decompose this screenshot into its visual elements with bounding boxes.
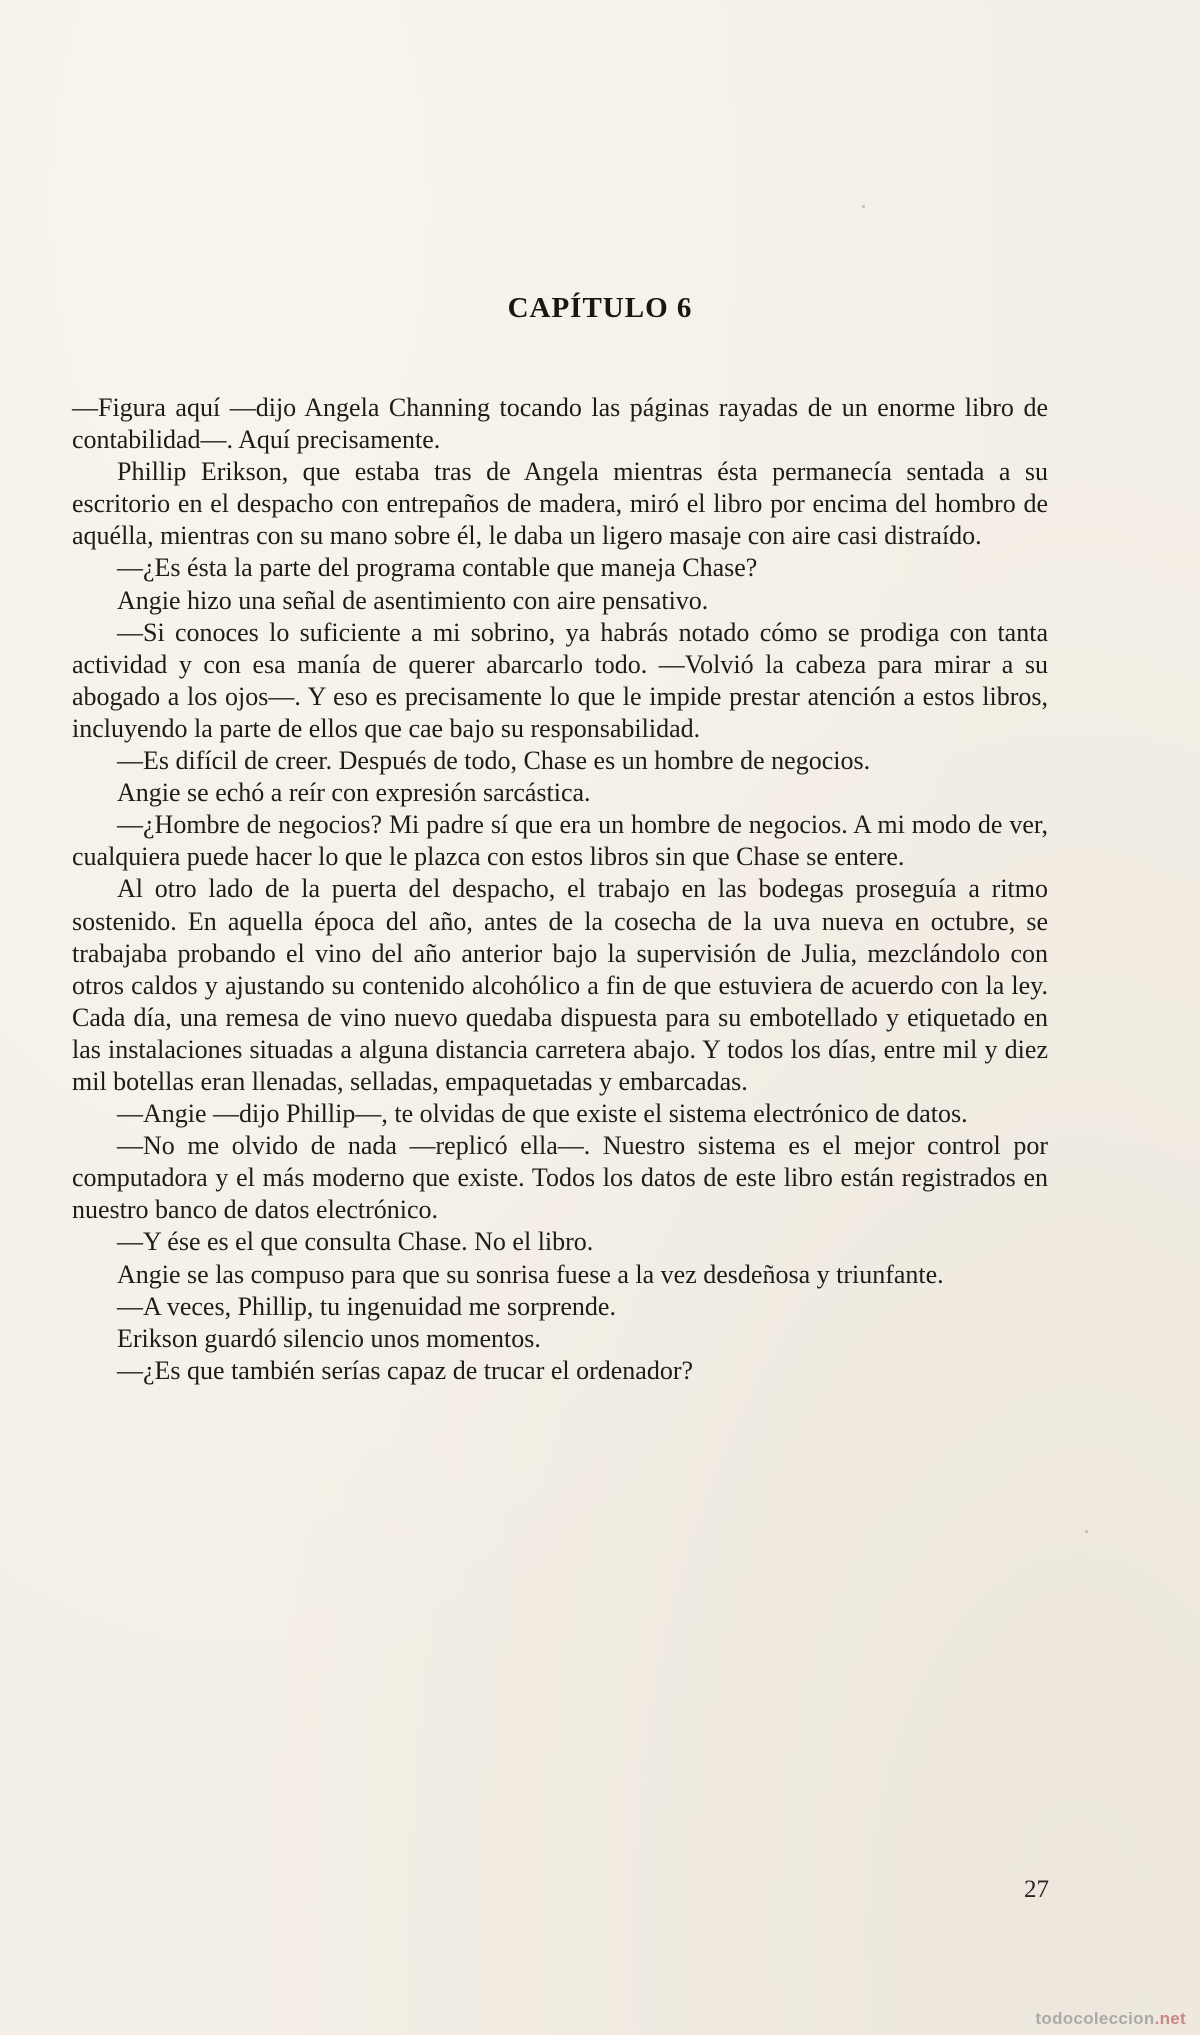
watermark-suffix: .net <box>1154 2009 1186 2028</box>
paragraph: Al otro lado de la puerta del despacho, el trabajo en las bodegas proseguía a ritmo sostenido. En aquella época del año, antes de la cosecha de la uva nueva en octubre, se trabajaba probando el vino del año anterior bajo la supervisión de Julia, mezclándolo con otros caldos y ajustando su contenido alcohólico a fin de que estuviera de acuerdo con la ley. Cada día, una remesa de vino nuevo quedaba dispuesta para su embotellado y etiquetado en las instalaciones situadas a alguna distancia carretera abajo. Y todos los días, entre mil y diez mil botellas eran llenadas, selladas, empaquetadas y embarcadas. <box>72 874 1048 1096</box>
watermark-prefix: todocoleccion <box>1035 2009 1155 2028</box>
paragraph: Angie hizo una señal de asentimiento con aire pensativo. <box>117 585 709 615</box>
paragraph: —No me olvido de nada —replicó ella—. Nuestro sistema es el mejor control por computadora y el más moderno que existe. Todos los datos de este libro están registrados en nuestro banco de datos electrónico. <box>72 1131 1048 1225</box>
paragraph: —¿Es que también serías capaz de trucar el ordenador? <box>117 1355 694 1385</box>
paragraph: —Y ése es el que consulta Chase. No el libro. <box>117 1227 594 1257</box>
paragraph: —¿Hombre de negocios? Mi padre sí que era un hombre de negocios. A mi modo de ver, cualquiera puede hacer lo que le plazca con estos libros sin que Chase se entere. <box>72 810 1048 872</box>
paragraph: Angie se las compuso para que su sonrisa fuese a la vez desdeñosa y triunfante. <box>117 1259 944 1289</box>
page-number: 27 <box>1024 1876 1049 1903</box>
paragraph: Phillip Erikson, que estaba tras de Angela mientras ésta permanecía sentada a su escritorio en el despacho con entrepaños de madera, miró el libro por encima del hombro de aquélla, mientras con su mano sobre él, le daba un ligero masaje con aire casi distraído. <box>72 457 1048 551</box>
paragraph: —Angie —dijo Phillip—, te olvidas de que existe el sistema electrónico de datos. <box>117 1099 968 1129</box>
paragraph: —A veces, Phillip, tu ingenuidad me sorprende. <box>117 1291 616 1321</box>
paper-speck <box>1085 1530 1088 1533</box>
watermark <box>1035 2009 1186 2029</box>
chapter-title: CAPÍTULO 6 <box>507 292 693 324</box>
paragraph: Angie se echó a reír con expresión sarcástica. <box>117 778 591 808</box>
paragraph: —Figura aquí —dijo Angela Channing tocando las páginas rayadas de un enorme libro de contabilidad—. Aquí precisamente. <box>72 393 1048 455</box>
paragraph: —Es difícil de creer. Después de todo, Chase es un hombre de negocios. <box>117 746 871 776</box>
paragraph: —¿Es ésta la parte del programa contable que maneja Chase? <box>117 553 758 583</box>
paper-speck <box>862 205 865 208</box>
body-text <box>72 392 1048 1387</box>
paragraph: Erikson guardó silencio unos momentos. <box>117 1323 541 1353</box>
paragraph: —Si conoces lo suficiente a mi sobrino, ya habrás notado cómo se prodiga con tanta actividad y con esa manía de querer abarcarlo todo. —Volvió la cabeza para mirar a su abogado a los ojos—. Y eso es precisamente lo que le impide prestar atención a estos libros, incluyendo la parte de ellos que cae bajo su responsabilidad. <box>72 617 1048 743</box>
